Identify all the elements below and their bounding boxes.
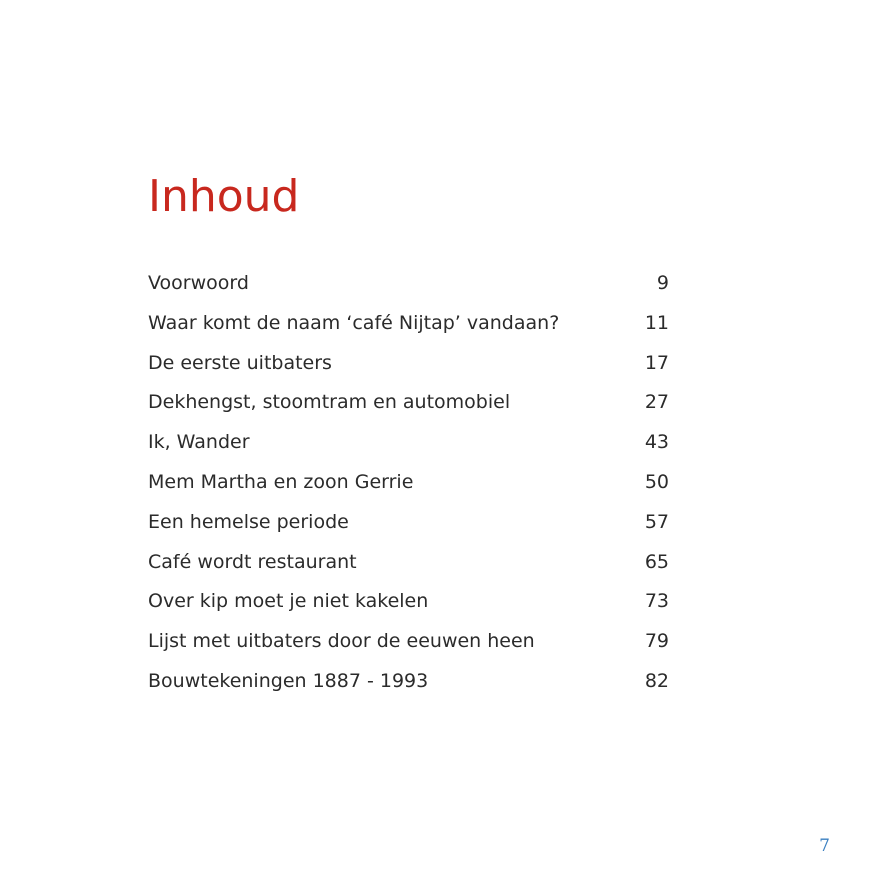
page-title: Inhoud [148,171,300,222]
toc-entry-title: Voorwoord [148,272,249,294]
toc-entry-title: Waar komt de naam ‘café Nijtap’ vandaan? [148,311,560,334]
toc-entry-page: 79 [644,630,669,653]
toc-entry [148,383,669,423]
toc-entry-page: 50 [644,470,669,493]
toc-entry [148,344,669,384]
toc-entry-title: Over kip moet je niet kakelen [148,590,429,613]
toc-entry-title: De eerste uitbaters [148,351,332,374]
toc-entry-page: 65 [644,550,669,573]
toc-entry-page: 82 [644,669,669,692]
toc-entry-title: Lijst met uitbaters door de eeuwen heen [148,630,535,653]
toc-entry-title: Café wordt restaurant [148,550,357,573]
toc-entry-page: 9 [656,272,669,294]
toc-entry [148,582,669,622]
toc-entry-page: 17 [644,351,669,374]
toc-entry-title: Een hemelse periode [148,510,349,533]
toc-entry-page: 43 [644,431,669,454]
toc-entry [148,543,669,583]
toc-entry-title: Bouwtekeningen 1887 - 1993 [148,669,429,692]
toc-entry [148,662,669,702]
page-number: 7 [819,836,830,856]
toc-entry-page: 11 [644,311,669,334]
toc-entry-page: 57 [644,510,669,533]
toc-entry [148,503,669,543]
toc-entry-title: Ik, Wander [148,431,250,454]
toc-entry [148,264,669,304]
toc-entry [148,622,669,662]
toc-entry [148,423,669,463]
toc-entry-title: Mem Martha en zoon Gerrie [148,470,414,493]
toc-entry-page: 27 [644,391,669,414]
toc-entry-page: 73 [644,590,669,613]
table-of-contents [148,264,669,702]
toc-entry-title: Dekhengst, stoomtram en automobiel [148,391,511,414]
toc-entry [148,463,669,503]
toc-entry [148,304,669,344]
